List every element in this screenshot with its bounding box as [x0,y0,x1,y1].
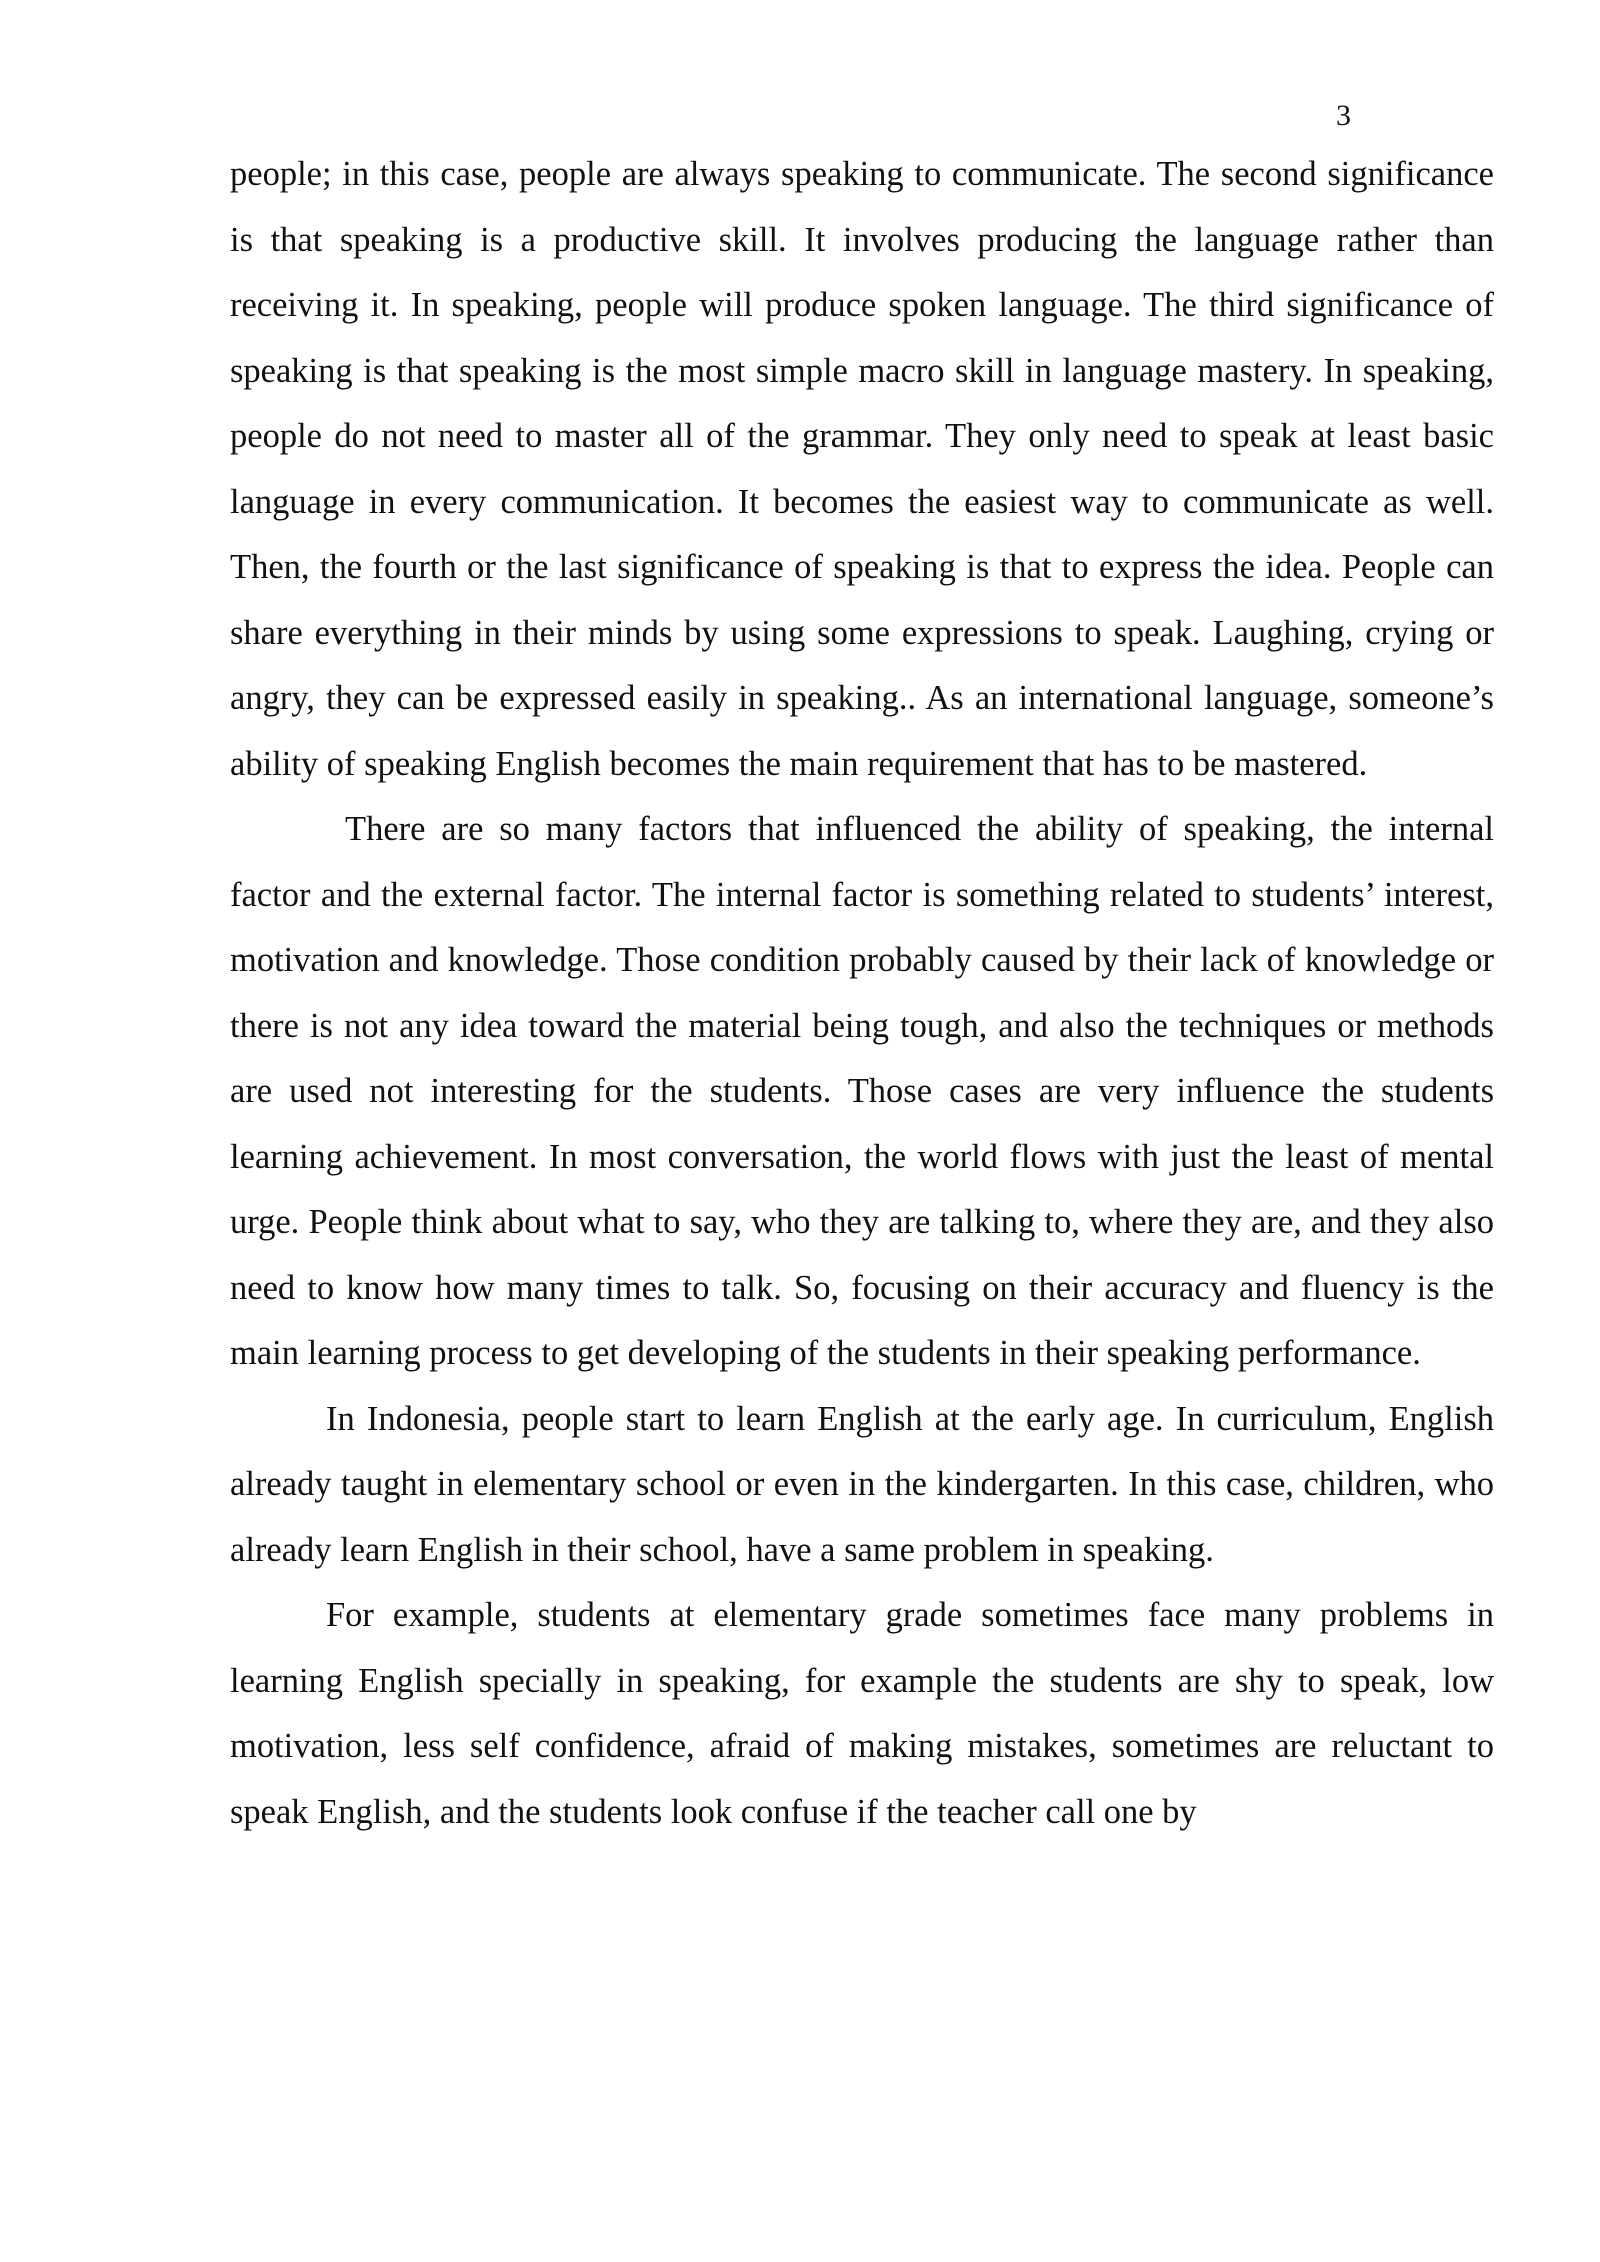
paragraph-english-in-indonesia: In Indonesia, people start to learn English at the early age. In curriculum, English already taught in elementary school or even in the kindergarten. In this case, children, who already learn English in their school, have a same problem in speaking. [230,1399,1494,1569]
page-number: 3 [1336,99,1351,132]
paragraph-student-problems: For example, students at elementary grade sometimes face many problems in learning English specially in speaking, for example the students are shy to speak, low motivation, less self confidence, afraid of making mistakes, sometimes are reluctant to speak English, and the students look confuse if the teacher call one by [230,1596,1494,1831]
paragraph-factors-of-speaking: There are so many factors that influenced the ability of speaking, the internal factor and the external factor. The internal factor is something related to students’ interest, motivation and knowledge. Those condition probably caused by their lack of knowledge or there is not any idea toward the material being tough, and also the techniques or methods are used not interesting for the students. Those cases are very influence the students learning achievement. In most conversation, the world flows with just the least of mental urge. People think about what to say, who they are talking to, where they are, and they also need to know how many times to talk. So, focusing on their accuracy and fluency is the main learning process to get developing of the students in their speaking performance. [230,810,1494,1372]
paragraph-significance-of-speaking: people; in this case, people are always speaking to communicate. The second significance is that speaking is a productive skill. It involves producing the language rather than receiving it. In speaking, people will produce spoken language. The third significance of speaking is that speaking is the most simple macro skill in language mastery. In speaking, people do not need to master all of the grammar. They only need to speak at least basic language in every communication. It becomes the easiest way to communicate as well. Then, the fourth or the last significance of speaking is that to express the idea. People can share everything in their minds by using some expressions to speak. Laughing, crying or angry, they can be expressed easily in speaking.. As an international language, someone’s ability of speaking English becomes the main requirement that has to be mastered. [230,155,1494,783]
body-text [230,142,1494,1845]
